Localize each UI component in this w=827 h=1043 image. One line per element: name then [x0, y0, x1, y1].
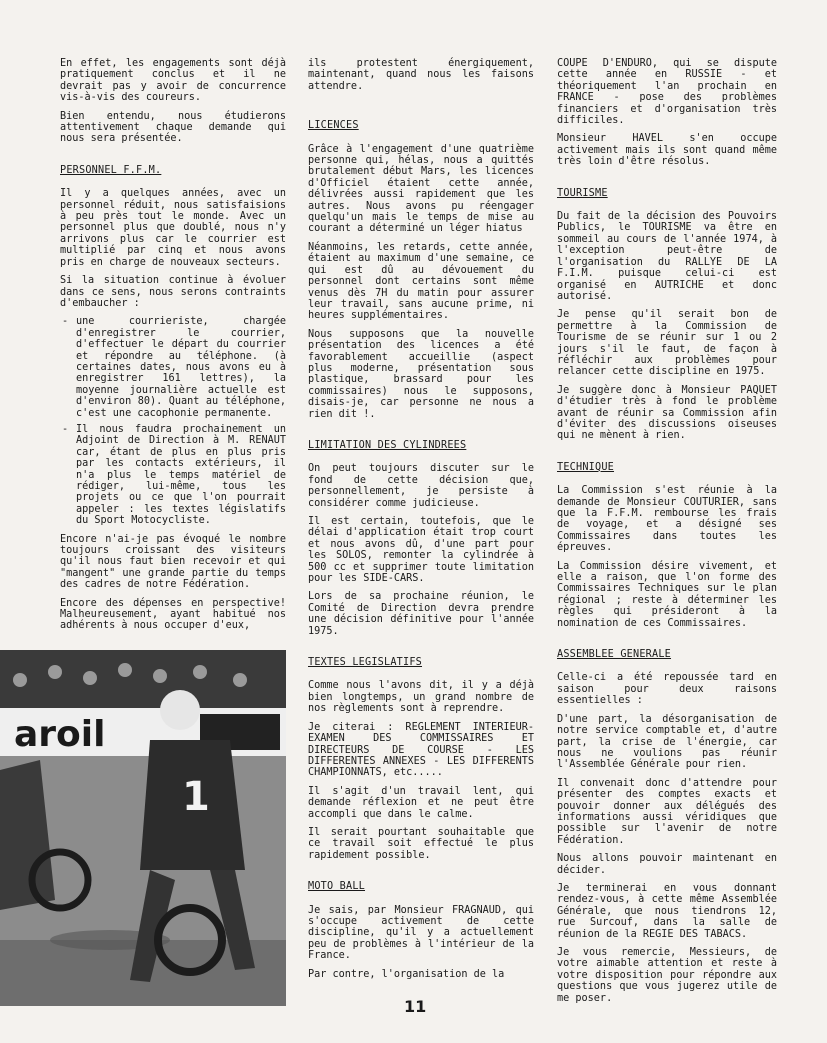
paragraph: Néanmoins, les retards, cette année, étaient au maximum d'une semaine, ce qui est dû au dévouement du personnel dont certains sont même venus dès 7H du matin pour assurer leur travail, sans aucune prime, ni heures supplémentaires.: [308, 241, 534, 322]
section-heading-tourisme: TOURISME: [557, 187, 608, 199]
paragraph: Je suggère donc à Monsieur PAQUET d'étudier très à fond le problème avant de réunir sa Commission afin d'éviter des discussions oiseuses qui ne mènent à rien.: [557, 384, 777, 442]
paragraph: Bien entendu, nous étudierons attentivement chaque demande qui nous sera présentée.: [60, 110, 286, 145]
paragraph: Encore n'ai-je pas évoqué le nombre toujours croissant des visiteurs qu'il nous faut bien recevoir et qui "mangent" une grande partie du temps des cadres de notre Fédération.: [60, 533, 286, 591]
section-heading-licences: LICENCES: [308, 120, 359, 132]
rider-number: 1: [182, 774, 210, 820]
paragraph: Je citerai : REGLEMENT INTERIEUR- EXAMEN DES COMMISSAIRES ET DIRECTEURS DE COURSE - LES DIFFERENTES ANNEXES - LES DIFFERENTS CHAMPIONNATS, etc.....: [308, 721, 534, 779]
paragraph: Monsieur HAVEL s'en occupe activement mais ils sont quand même très loin d'être résolus.: [557, 133, 777, 168]
paragraph: Lors de sa prochaine réunion, le Comité de Direction devra prendre une décision définitive pour l'année 1975.: [308, 591, 534, 637]
paragraph: Grâce à l'engagement d'une quatrième personne qui, hélas, nous a quittés brutalement début Mars, les licences d'Officiel étaient cette année, délivrées aussi rapidement que les autres. Nous avons pu réengager quelqu'un mais le temps de mise au courant a déterminé un léger hiatus: [308, 143, 534, 235]
section-heading-textes: TEXTES LEGISLATIFS: [308, 657, 423, 669]
paragraph: Je sais, par Monsieur FRAGNAUD, qui s'occupe activement de cette discipline, qu'il y a actuellement peu de problèmes à l'intérieur de la France.: [308, 904, 534, 962]
paragraph: Nous allons pouvoir maintenant en décider.: [557, 853, 777, 876]
paragraph: Du fait de la décision des Pouvoirs Publics, le TOURISME va être en sommeil au cours de l'année 1974, à l'exception peut-être de l'organisation du RALLYE DE LA F.I.M. puisque celui-ci est organisé en AUTRICHE et donc autorisé.: [557, 211, 777, 302]
banner-text: aroil: [14, 714, 106, 755]
column-1: [60, 58, 286, 639]
hiring-list: [60, 316, 286, 526]
paragraph: La Commission s'est réunie à la demande de Monsieur COUTURIER, sans que la F.F.M. rembourse les frais de voyage, et a désigné ses Commissaires dans toutes les épreuves.: [557, 485, 777, 554]
page-number: 11: [404, 997, 427, 1016]
section-heading-personnel: PERSONNEL F.F.M.: [60, 164, 162, 176]
paragraph: Il est certain, toutefois, que le délai d'application était trop court et nous avons dû, d'une part pour les SOLOS, remonter la cylindrée à 500 cc et supprimer toute limitation pour les SIDE-CARS.: [308, 516, 534, 585]
section-heading-cylindrees: LIMITATION DES CYLINDREES: [308, 439, 467, 451]
paragraph: Il y a quelques années, avec un personnel réduit, nous satisfaisions à peu près tout le monde. Avec un personnel plus que doublé, nous n'y arrivons plus car le courrier est multiplié par cinq et nous avons pris en charge de nouveaux secteurs.: [60, 188, 286, 268]
paragraph: Par contre, l'organisation de la: [308, 968, 505, 980]
paragraph: On peut toujours discuter sur le fond de cette décision que, personnellement, je persiste à considérer comme judicieuse.: [308, 463, 534, 509]
paragraph: ils protestent énergiquement, maintenant, quand nous les faisons attendre.: [308, 58, 534, 92]
paragraph: Il s'agit d'un travail lent, qui demande réflexion et ne peut être accompli que dans le calme.: [308, 785, 534, 820]
paragraph: Il serait pourtant souhaitable que ce travail soit effectué le plus rapidement possible.: [308, 826, 534, 861]
paragraph: Je pense qu'il serait bon de permettre à la Commission de Tourisme de se réunir sur 1 ou 2 jours s'il le faut, de façon à réfléchir aux problèmes pour relancer cette discipline en 1975.: [557, 309, 777, 378]
paragraph: Encore des dépenses en perspective! Malheureusement, ayant habitué nos adhérents à nous occuper d'eux,: [60, 597, 286, 632]
paragraph: Nous supposons que la nouvelle présentation des licences a été favorablement accueillie (aspect plus moderne, présentation sous plastique, brassard pour les commissaires) nous le supposons, disais-je, car personne ne nous a rien dit !.: [308, 328, 534, 420]
paragraph: Si la situation continue à évoluer dans ce sens, nous serons contraints d'embaucher :: [60, 275, 286, 309]
paragraph: En effet, les engagements sont déjà pratiquement conclus et il ne devrait pas y avoir de concurrence vis-à-vis des coureurs.: [60, 58, 286, 104]
column-3: [557, 58, 777, 1011]
paragraph: Je vous remercie, Messieurs, de votre aimable attention et reste à votre disposition pour répondre aux questions que vous jugerez utile de me poser.: [557, 947, 777, 1004]
paragraph: D'une part, la désorganisation de notre service comptable et, d'autre part, la crise de l'énergie, car nous ne voulions pas réunir l'Assemblée Générale pour rien.: [557, 713, 777, 771]
paragraph: Comme nous l'avons dit, il y a déjà bien longtemps, un grand nombre de nos règlements sont à reprendre.: [308, 680, 534, 715]
paragraph: Il convenait donc d'attendre pour présenter des comptes exacts et pouvoir donner aux délégués des informations aussi véridiques que possible sur l'avenir de notre Fédération.: [557, 777, 777, 846]
speedway-photo: [0, 650, 286, 1006]
section-heading-moto-ball: MOTO BALL: [308, 881, 366, 893]
paragraph: Celle-ci a été repoussée tard en saison pour deux raisons essentielles :: [557, 672, 777, 707]
column-2: [308, 58, 534, 987]
section-heading-technique: TECHNIQUE: [557, 461, 615, 473]
paragraph: La Commission désire vivement, et elle a raison, que l'on forme des Commissaires Techniques sur le plan régional ; reste à déterminer les règles qui présideront à la nomination de ces Commissaires.: [557, 560, 777, 629]
list-item: - Il nous faudra prochainement un Adjoint de Direction à M. RENAUT car, étant de plus en plus pris par les contacts extérieurs, il n'a plus le temps matériel de rédiger, lui-même, tous les projets ou ce que l'on pourrait appeler : les textes législatifs du Sport Motocycliste.: [60, 424, 286, 527]
section-heading-assemblee: ASSEMBLEE GENERALE: [557, 649, 672, 661]
paragraph: COUPE D'ENDURO, qui se dispute cette année en RUSSIE - et théoriquement l'an prochain en FRANCE - pose des problèmes financiers et d'organisation très difficiles.: [557, 58, 777, 127]
paragraph: Je terminerai en vous donnant rendez-vous, à cette même Assemblée Générale, que nous tiendrons 12, rue Surcouf, dans la salle de réunion de la REGIE DES TABACS.: [557, 882, 777, 940]
list-item: - une courrieriste, chargée d'enregistrer le courrier, d'effectuer le départ du courrier et répondre au téléphone. (à certaines dates, nous avons eu à enregistrer 161 lettres), la moyenne journalière actuelle est d'environ 80). Quant au téléphone, c'est une cacophonie permanente.: [60, 316, 286, 419]
